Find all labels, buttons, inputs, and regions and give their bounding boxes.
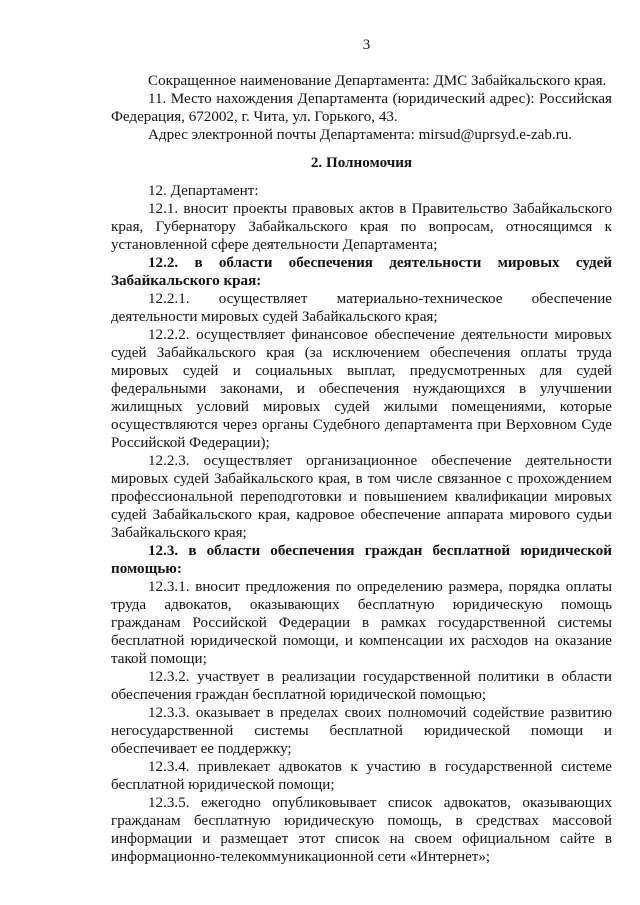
paragraph-11: 11. Место нахождения Департамента (юридический адрес): Российская Федерация, 672002, г. Чита, ул. Горького, 43. bbox=[111, 91, 612, 125]
paragraph-12-3: 12.3. в области обеспечения граждан бесплатной юридической помощью: bbox=[111, 543, 612, 577]
page-number: 3 bbox=[362, 37, 371, 53]
paragraph-12-3-3: 12.3.3. оказывает в пределах своих полномочий содействие развитию негосударственной системы бесплатной юридической помощи и обеспечивает ее поддержку; bbox=[111, 705, 612, 757]
paragraph-12-3-4: 12.3.4. привлекает адвокатов к участию в государственной системе бесплатной юридической помощи; bbox=[111, 759, 612, 793]
paragraph-12-3-5: 12.3.5. ежегодно опубликовывает список адвокатов, оказывающих гражданам бесплатную юридическую помощь, в средствах массовой информации и размещает этот список на своем официальном сайте в информационно-телекоммуникационной сети «Интернет»; bbox=[111, 795, 612, 865]
paragraph-12-2-1: 12.2.1. осуществляет материально-техническое обеспечение деятельности мировых судей Забайкальского края; bbox=[111, 291, 612, 325]
paragraph-12-2: 12.2. в области обеспечения деятельности мировых судей Забайкальского края: bbox=[111, 255, 612, 289]
paragraph-12-1: 12.1. вносит проекты правовых актов в Правительство Забайкальского края, Губернатору Забайкальского края по вопросам, относящимся к установленной сфере деятельности Департамента; bbox=[111, 201, 612, 253]
paragraph-12-3-1: 12.3.1. вносит предложения по определению размера, порядка оплаты труда адвокатов, оказывающих бесплатную юридическую помощь гражданам Российской Федерации в рамках государственной системы бесплатной юридической помощи, и компенсации их расходов на оказание такой помощи; bbox=[111, 579, 612, 667]
paragraph-12-2-3: 12.2.3. осуществляет организационное обеспечение деятельности мировых судей Забайкальского края, в том числе связанное с прохождением профессиональной переподготовки и повышением квалификации мировых судей Забайкальского края, кадровое обеспечение аппарата мирового судьи Забайкальского края; bbox=[111, 453, 612, 541]
email-paragraph: Адрес электронной почты Департамента: mirsud@uprsyd.e-zab.ru. bbox=[148, 127, 573, 143]
paragraph-12: 12. Департамент: bbox=[148, 183, 259, 199]
paragraph-12-2-2: 12.2.2. осуществляет финансовое обеспечение деятельности мировых судей Забайкальского края (за исключением обеспечения оплаты труда мировых судей и социальных выплат, предусмотренных для судей федеральными законами, и обеспечения нуждающихся в улучшении жилищных условий мировых судей жилыми помещениями, которые осуществляются через органы Судебного департамента при Верховном Суде Российской Федерации); bbox=[111, 327, 612, 451]
paragraph-12-3-2: 12.3.2. участвует в реализации государственной политики в области обеспечения граждан бесплатной юридической помощью; bbox=[111, 669, 612, 703]
short-name-paragraph: Сокращенное наименование Департамента: ДМС Забайкальского края. bbox=[148, 73, 607, 89]
section-title: 2. Полномочия bbox=[310, 155, 413, 171]
